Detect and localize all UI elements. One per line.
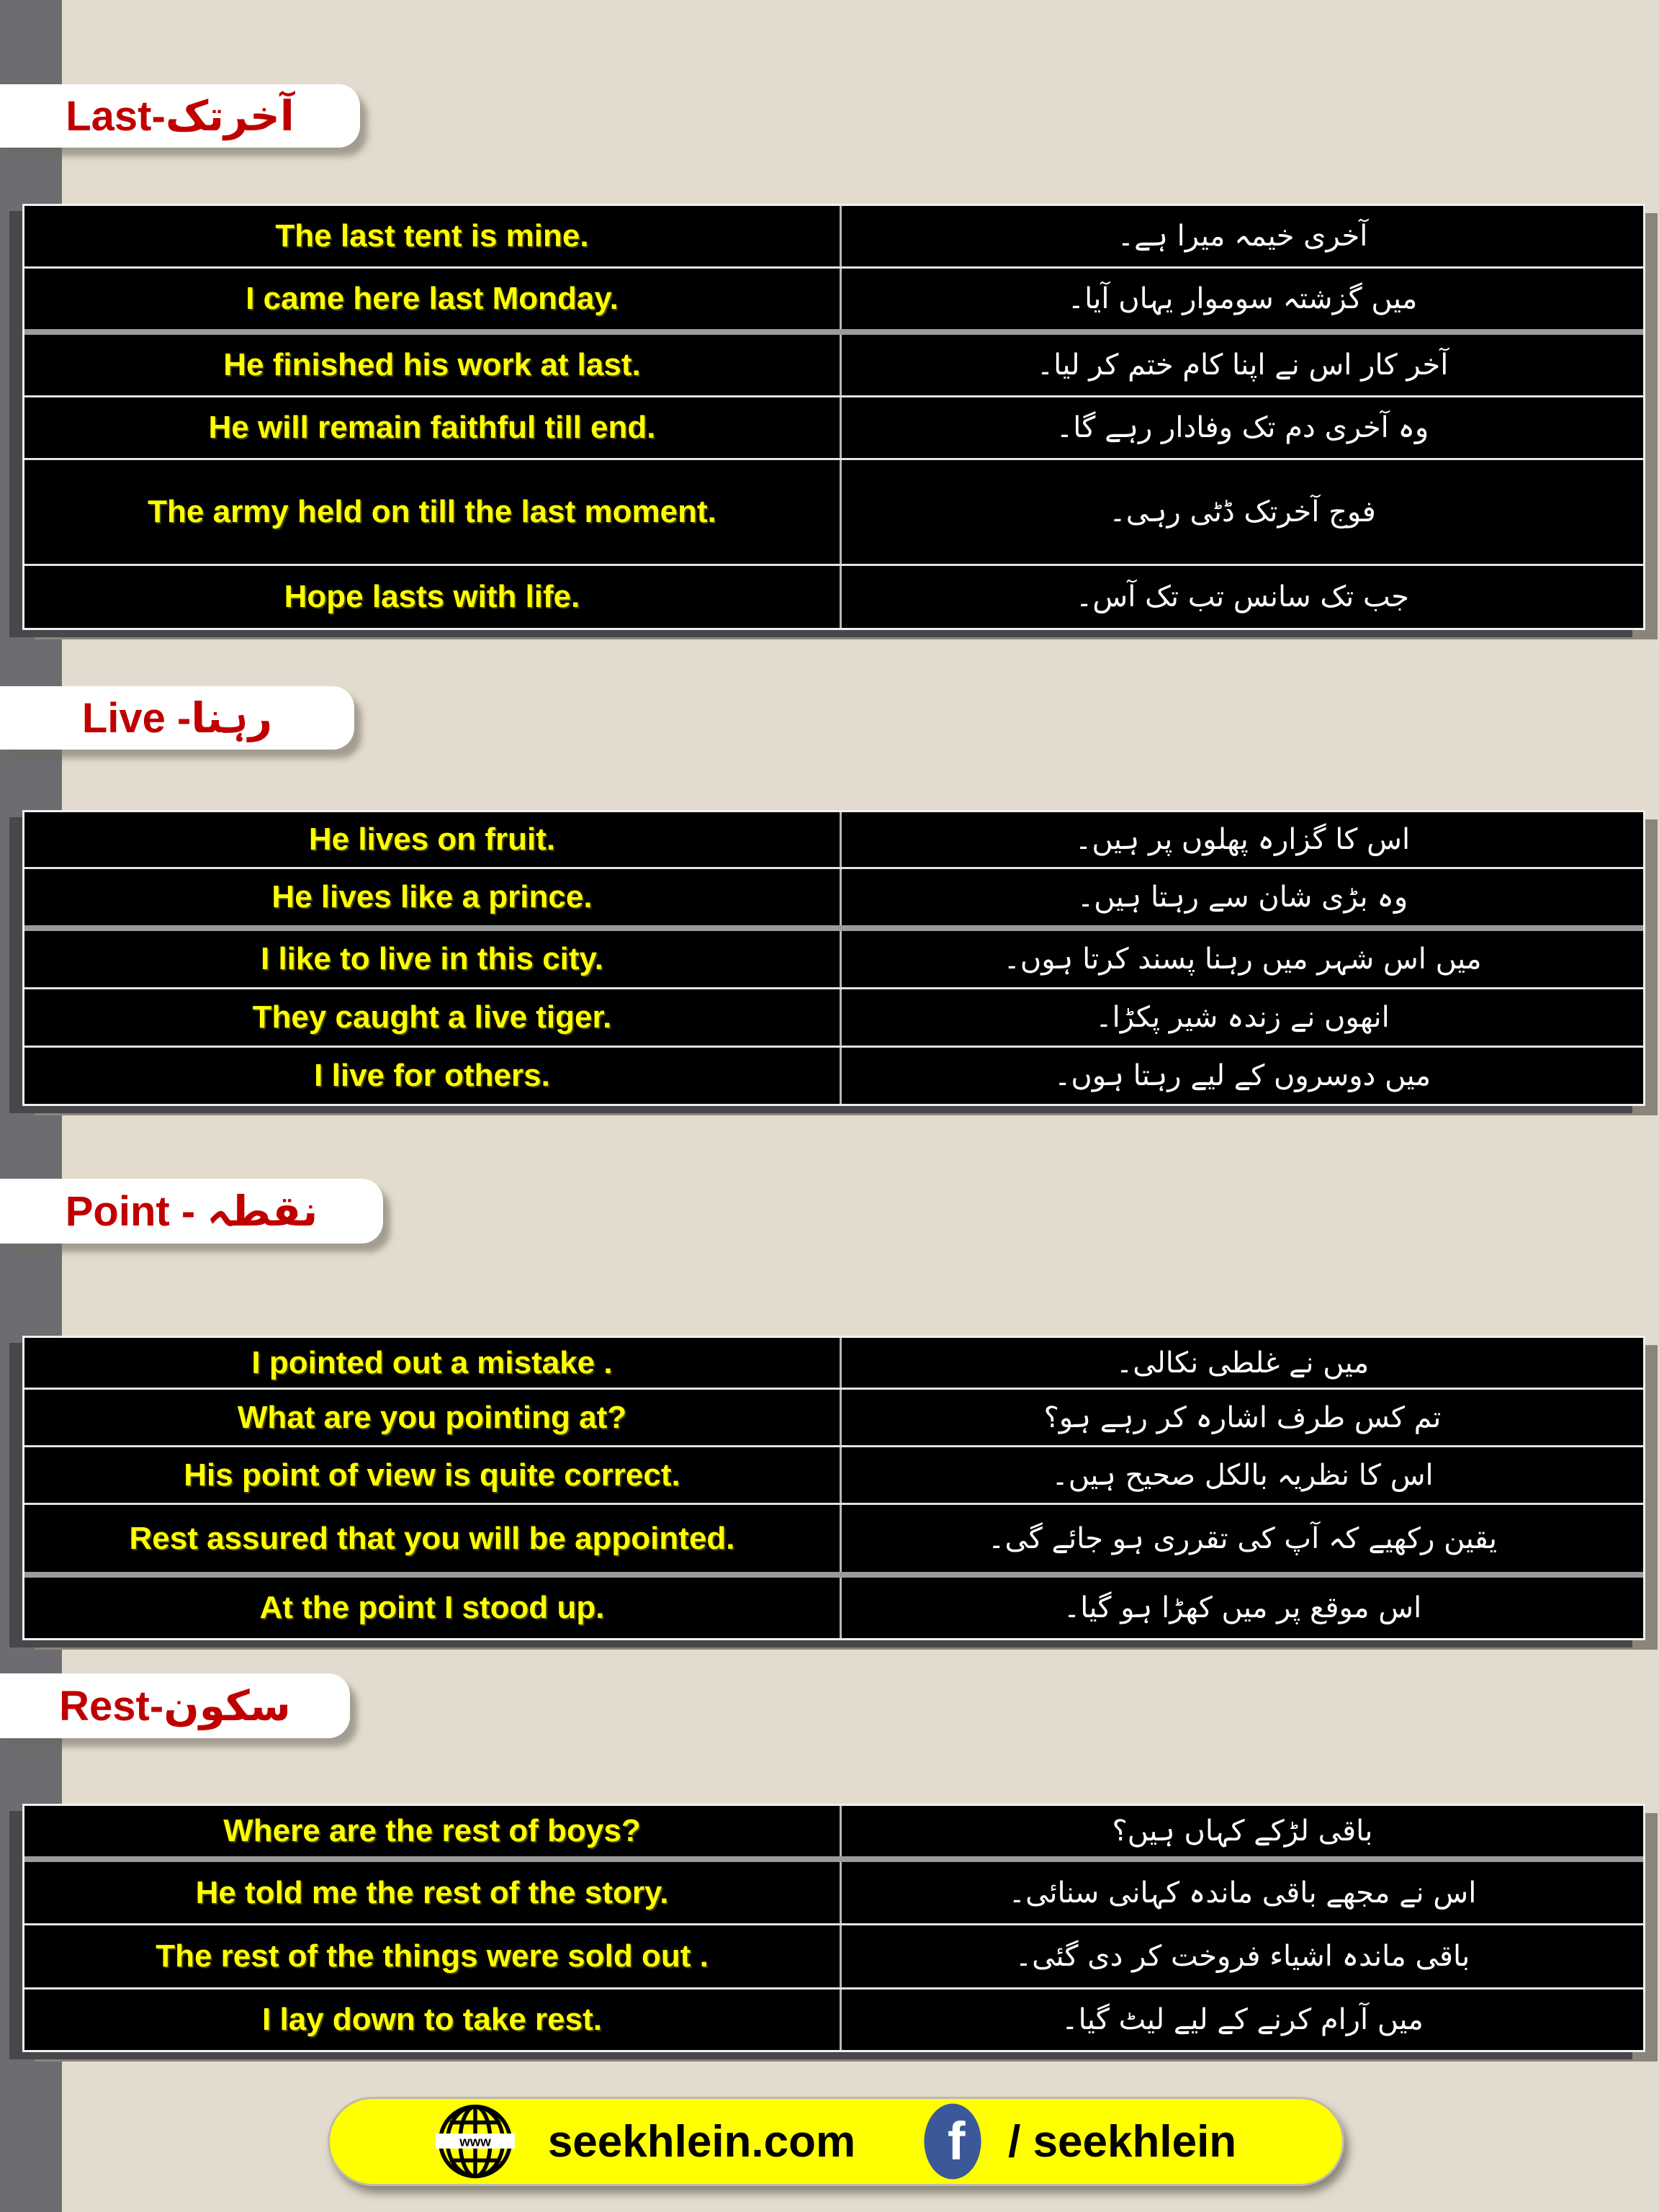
section-title: Point - نقطہ bbox=[65, 1188, 318, 1235]
table-row bbox=[24, 1572, 1643, 1638]
urdu-translation: میں دوسروں کے لیے رہتا ہوں۔ bbox=[1053, 1059, 1431, 1092]
english-sentence: The rest of the things were sold out . bbox=[24, 1925, 842, 1987]
table-row bbox=[24, 1987, 1643, 2050]
english-sentence: I like to live in this city. bbox=[24, 931, 842, 987]
urdu-translation: انھوں نے زندہ شیر پکڑا۔ bbox=[1095, 1001, 1390, 1034]
section-header-rest bbox=[0, 1673, 350, 1738]
table-row bbox=[24, 395, 1643, 458]
urdu-translation: میں اس شہر میں رہنا پسند کرتا ہوں۔ bbox=[1003, 943, 1482, 976]
table-row bbox=[24, 1445, 1643, 1503]
urdu-translation: اس کا گزارہ پھلوں پر ہیں۔ bbox=[1074, 823, 1411, 856]
table-point bbox=[22, 1336, 1645, 1640]
urdu-translation: جب تک سانس تب تک آس۔ bbox=[1075, 580, 1410, 613]
english-sentence: What are you pointing at? bbox=[24, 1390, 842, 1445]
urdu-translation: اس نے مجھے باقی ماندہ کہانی سنائی۔ bbox=[1008, 1876, 1477, 1910]
english-sentence: He lives on fruit. bbox=[24, 812, 842, 867]
section-title: Rest-سکون bbox=[59, 1683, 291, 1730]
section-title: Live -رہنا bbox=[81, 695, 273, 742]
english-sentence: The last tent is mine. bbox=[24, 206, 842, 266]
facebook-f-glyph: f bbox=[947, 2110, 966, 2171]
website-url: seekhlein.com bbox=[547, 2116, 856, 2167]
table-live bbox=[22, 810, 1645, 1106]
table-last bbox=[22, 204, 1645, 630]
table-row bbox=[24, 329, 1643, 395]
section-header-point bbox=[0, 1179, 383, 1244]
urdu-translation: آخری خیمہ میرا ہے۔ bbox=[1117, 220, 1368, 253]
english-sentence: I came here last Monday. bbox=[24, 269, 842, 329]
english-sentence: Hope lasts with life. bbox=[24, 566, 842, 628]
english-sentence: Where are the rest of boys? bbox=[24, 1806, 842, 1856]
english-sentence: I pointed out a mistake . bbox=[24, 1338, 842, 1388]
table-rest bbox=[22, 1804, 1645, 2052]
table-row bbox=[24, 867, 1643, 925]
urdu-translation: باقی ماندہ اشیاء فروخت کر دی گئی۔ bbox=[1015, 1940, 1470, 1973]
urdu-translation: باقی لڑکے کہاں ہیں؟ bbox=[1112, 1815, 1373, 1848]
table-row bbox=[24, 266, 1643, 329]
footer-banner bbox=[328, 2097, 1344, 2186]
english-sentence: They caught a live tiger. bbox=[24, 989, 842, 1046]
english-sentence: At the point I stood up. bbox=[24, 1578, 842, 1638]
english-sentence: He finished his work at last. bbox=[24, 335, 842, 395]
urdu-translation: اس کا نظریہ بالکل صحیح ہیں۔ bbox=[1051, 1458, 1434, 1492]
table-row bbox=[24, 1923, 1643, 1987]
table-row bbox=[24, 564, 1643, 628]
urdu-translation: میں گزشتہ سوموار یہاں آیا۔ bbox=[1067, 282, 1418, 315]
table-row bbox=[24, 812, 1643, 867]
urdu-translation: اس موقع پر میں کھڑا ہو گیا۔ bbox=[1063, 1591, 1422, 1624]
english-sentence: I live for others. bbox=[24, 1048, 842, 1104]
facebook-icon bbox=[922, 2101, 984, 2182]
table-row bbox=[24, 1503, 1643, 1572]
urdu-translation: میں نے غلطی نکالی۔ bbox=[1115, 1346, 1370, 1380]
urdu-translation: وہ بڑی شان سے رہتا ہیں۔ bbox=[1076, 881, 1408, 914]
section-title: Last-آخرتک bbox=[66, 93, 295, 140]
globe-www-label: www bbox=[459, 2134, 491, 2149]
english-sentence: He lives like a prince. bbox=[24, 869, 842, 925]
table-row bbox=[24, 1046, 1643, 1104]
urdu-translation: فوج آخرتک ڈٹی رہی۔ bbox=[1109, 495, 1376, 529]
table-row bbox=[24, 925, 1643, 987]
english-sentence: The army held on till the last moment. bbox=[24, 460, 842, 564]
english-sentence: I lay down to take rest. bbox=[24, 1990, 842, 2050]
table-row bbox=[24, 987, 1643, 1046]
table-row bbox=[24, 1388, 1643, 1445]
urdu-translation: میں آرام کرنے کے لیے لیٹ گیا۔ bbox=[1061, 2003, 1424, 2036]
table-row bbox=[24, 458, 1643, 564]
english-sentence: Rest assured that you will be appointed. bbox=[24, 1505, 842, 1572]
table-row bbox=[24, 1806, 1643, 1856]
english-sentence: He told me the rest of the story. bbox=[24, 1862, 842, 1923]
table-row bbox=[24, 1856, 1643, 1923]
globe-www-icon bbox=[436, 2102, 515, 2181]
urdu-translation: وہ آخری دم تک وفادار رہے گا۔ bbox=[1056, 411, 1429, 444]
urdu-translation: آخر کار اس نے اپنا کام ختم کر لیا۔ bbox=[1036, 349, 1449, 382]
section-header-live bbox=[0, 686, 354, 750]
urdu-translation: تم کس طرف اشارہ کر رہے ہو؟ bbox=[1043, 1401, 1442, 1434]
urdu-translation: یقین رکھیے کہ آپ کی تقرری ہو جائے گی۔ bbox=[988, 1521, 1498, 1555]
table-row bbox=[24, 206, 1643, 266]
section-header-last bbox=[0, 84, 360, 148]
facebook-handle: / seekhlein bbox=[1008, 2116, 1237, 2167]
english-sentence: His point of view is quite correct. bbox=[24, 1447, 842, 1503]
table-row bbox=[24, 1338, 1643, 1388]
english-sentence: He will remain faithful till end. bbox=[24, 397, 842, 458]
